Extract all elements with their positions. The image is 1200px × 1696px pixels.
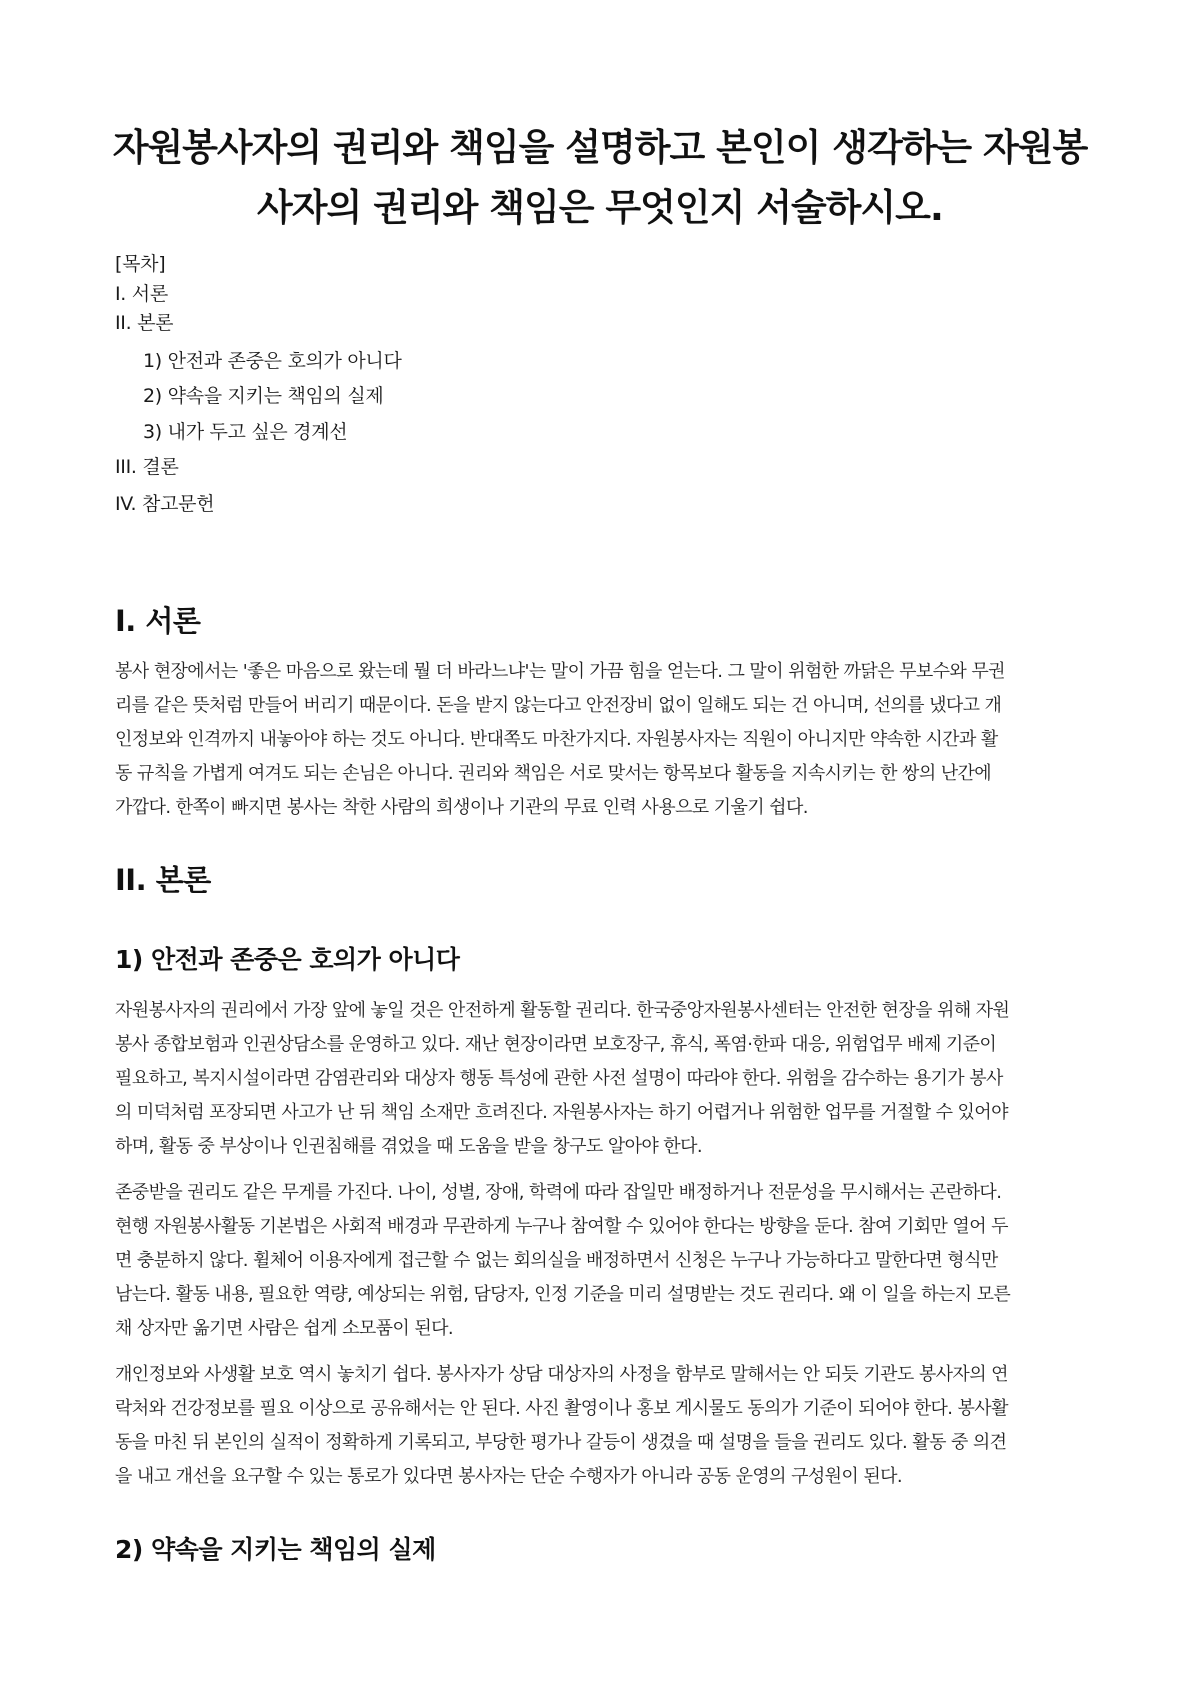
section1-paragraph-2	[115, 1176, 1085, 1346]
subsection-heading-2: 2) 약속을 지키는 책임의 실제	[115, 1535, 436, 1564]
toc-item-section-3: 3) 내가 두고 싶은 경계선	[143, 421, 348, 443]
section1-paragraph-3	[115, 1358, 1085, 1494]
paragraph-line: 리를 같은 뜻처럼 만들어 버리기 때문이다. 돈을 받지 않는다고 안전장비 없이 일해도 되는 건 아니며, 선의를 냈다고 개	[115, 695, 1002, 716]
toc-heading: [목차]	[115, 253, 166, 275]
paragraph-line: 면 충분하지 않다. 휠체어 이용자에게 접근할 수 없는 회의실을 배정하면서 신청은 누구나 가능하다고 말한다면 형식만	[115, 1250, 998, 1271]
toc-item-body: II. 본론	[115, 312, 174, 334]
paragraph-line: 개인정보와 사생활 보호 역시 놓치기 쉽다. 봉사자가 상담 대상자의 사정을 함부로 말해서는 안 되듯 기관도 봉사자의 연	[115, 1364, 1008, 1385]
paragraph-line: 채 상자만 옮기면 사람은 쉽게 소모품이 된다.	[115, 1318, 454, 1339]
toc-item-section-2: 2) 약속을 지키는 책임의 실제	[143, 385, 384, 407]
intro-paragraph	[115, 655, 1085, 825]
toc-item-references: IV. 참고문헌	[115, 493, 215, 515]
section1-paragraph-1	[115, 994, 1085, 1164]
title-line-2: 사자의 권리와 책임은 무엇인지 서술하시오.	[257, 186, 943, 229]
paragraph-line: 인정보와 인격까지 내놓아야 하는 것도 아니다. 반대쪽도 마찬가지다. 자원봉사자는 직원이 아니지만 약속한 시간과 활	[115, 729, 998, 750]
paragraph-line: 하며, 활동 중 부상이나 인권침해를 겪었을 때 도움을 받을 창구도 알아야 한다.	[115, 1136, 703, 1157]
paragraph-line: 남는다. 활동 내용, 필요한 역량, 예상되는 위험, 담당자, 인정 기준을 미리 설명받는 것도 권리다. 왜 이 일을 하는지 모른	[115, 1284, 1011, 1305]
paragraph-line: 필요하고, 복지시설이라면 감염관리와 대상자 행동 특성에 관한 사전 설명이 따라야 한다. 위험을 감수하는 용기가 봉사	[115, 1068, 1003, 1089]
paragraph-line: 을 내고 개선을 요구할 수 있는 통로가 있다면 봉사자는 단순 수행자가 아니라 공동 운영의 구성원이 된다.	[115, 1466, 903, 1487]
section-heading-intro: I. 서론	[115, 604, 201, 638]
paragraph-line: 동을 마친 뒤 본인의 실적이 정확하게 기록되고, 부당한 평가나 갈등이 생겼을 때 설명을 들을 권리도 있다. 활동 중 의견	[115, 1432, 1007, 1453]
paragraph-line: 락처와 건강정보를 필요 이상으로 공유해서는 안 된다. 사진 촬영이나 홍보 게시물도 동의가 기준이 되어야 한다. 봉사활	[115, 1398, 1008, 1419]
section-heading-body: II. 본론	[115, 863, 211, 897]
paragraph-line: 동 규칙을 가볍게 여겨도 되는 손님은 아니다. 권리와 책임은 서로 맞서는 항목보다 활동을 지속시키는 한 쌍의 난간에	[115, 763, 992, 784]
paragraph-line: 의 미덕처럼 포장되면 사고가 난 뒤 책임 소재만 흐려진다. 자원봉사자는 하기 어렵거나 위험한 업무를 거절할 수 있어야	[115, 1102, 1008, 1123]
paragraph-line: 현행 자원봉사활동 기본법은 사회적 배경과 무관하게 누구나 참여할 수 있어야 한다는 방향을 둔다. 참여 기회만 열어 두	[115, 1216, 1008, 1237]
subsection-heading-1: 1) 안전과 존중은 호의가 아니다	[115, 945, 460, 974]
title-line-1: 자원봉사자의 권리와 책임을 설명하고 본인이 생각하는 자원봉	[112, 126, 1088, 169]
toc-item-conclusion: III. 결론	[115, 456, 179, 478]
paragraph-line: 가깝다. 한쪽이 빠지면 봉사는 착한 사람의 희생이나 기관의 무료 인력 사용으로 기울기 쉽다.	[115, 797, 808, 818]
paragraph-line: 봉사 종합보험과 인권상담소를 운영하고 있다. 재난 현장이라면 보호장구, 휴식, 폭염·한파 대응, 위험업무 배제 기준이	[115, 1034, 997, 1055]
toc-item-section-1: 1) 안전과 존중은 호의가 아니다	[143, 350, 402, 372]
toc-item-intro: I. 서론	[115, 283, 168, 305]
document-title	[110, 118, 1090, 238]
paragraph-line: 봉사 현장에서는 '좋은 마음으로 왔는데 뭘 더 바라느냐'는 말이 가끔 힘을 얻는다. 그 말이 위험한 까닭은 무보수와 무권	[115, 661, 1005, 682]
paragraph-line: 자원봉사자의 권리에서 가장 앞에 놓일 것은 안전하게 활동할 권리다. 한국중앙자원봉사센터는 안전한 현장을 위해 자원	[115, 1000, 1010, 1021]
paragraph-line: 존중받을 권리도 같은 무게를 가진다. 나이, 성별, 장애, 학력에 따라 잡일만 배정하거나 전문성을 무시해서는 곤란하다.	[115, 1182, 1002, 1203]
